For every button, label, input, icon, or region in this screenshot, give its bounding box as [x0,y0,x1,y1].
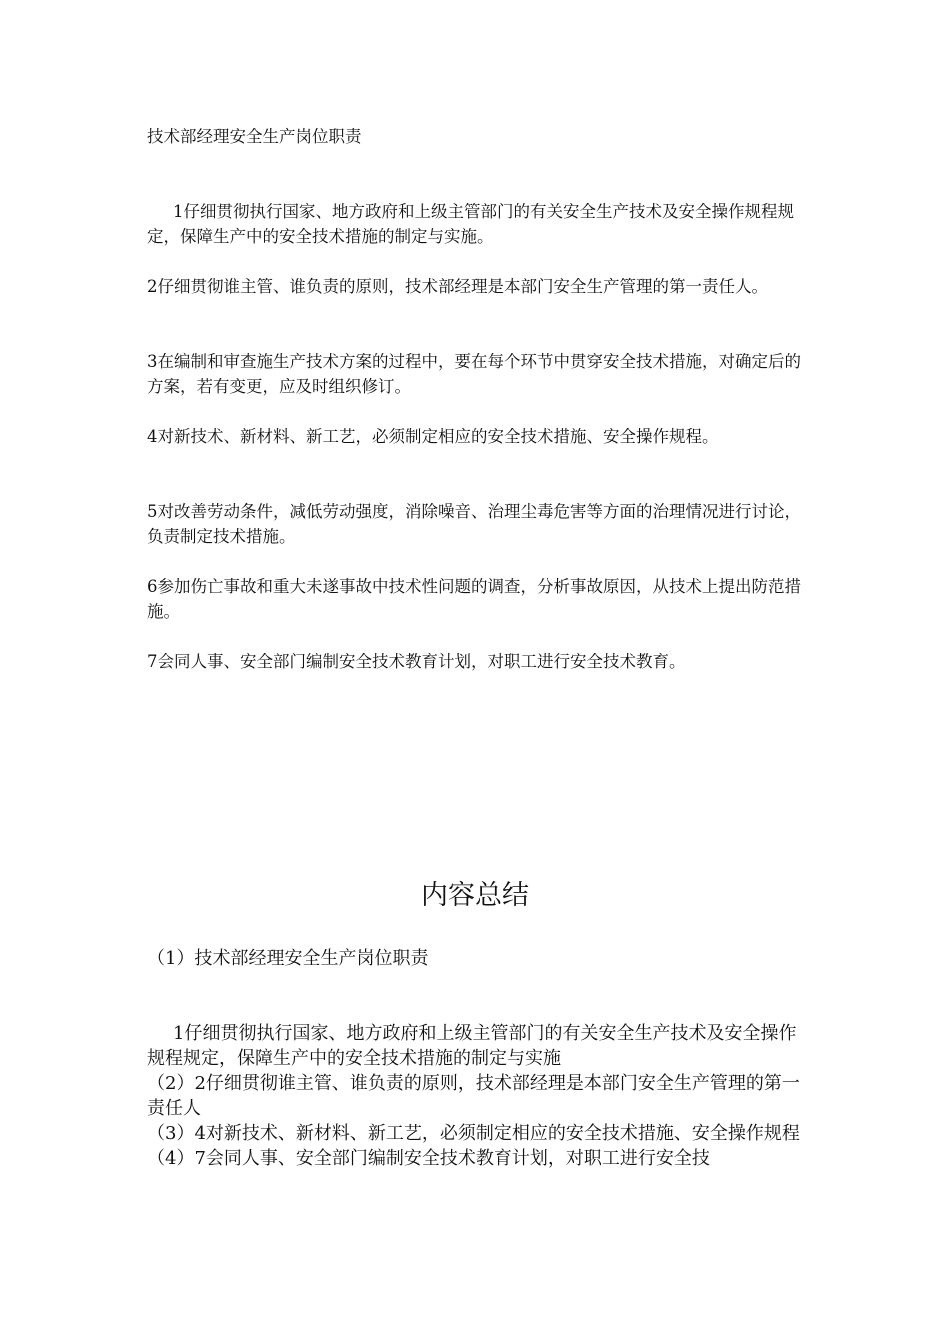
summary-list [147,1021,802,1171]
duty-paragraph-3: 3在编制和审查施生产技术方案的过程中，要在每个环节中贯穿安全技术措施，对确定后的方案，若有变更，应及时组织修订。 [147,352,801,396]
summary-item-5: （4）7会同人事、安全部门编制安全技术教育计划，对职工进行安全技 [147,1148,710,1169]
summary-heading: 内容总结 [421,880,529,911]
summary-item-2: 1仔细贯彻执行国家、地方政府和上级主管部门的有关安全生产技术及安全操作规程规定，保障生产中的安全技术措施的制定与实施 [147,1023,797,1069]
duty-paragraph-7: 7会同人事、安全部门编制安全技术教育计划，对职工进行安全技术教育。 [147,652,686,671]
duty-paragraph-4: 4对新技术、新材料、新工艺，必须制定相应的安全技术措施、安全操作规程。 [147,427,719,446]
document-title: 技术部经理安全生产岗位职责 [147,127,362,146]
summary-item-4: （3）4对新技术、新材料、新工艺，必须制定相应的安全技术措施、安全操作规程 [147,1123,800,1144]
duty-paragraph-2: 2仔细贯彻谁主管、谁负责的原则，技术部经理是本部门安全生产管理的第一责任人。 [147,277,768,296]
summary-item-1: （1）技术部经理安全生产岗位职责 [147,948,429,969]
duty-paragraph-6: 6参加伤亡事故和重大未遂事故中技术性问题的调查，分析事故原因，从技术上提出防范措施。 [147,577,801,621]
duty-paragraph-1: 1仔细贯彻执行国家、地方政府和上级主管部门的有关安全生产技术及安全操作规程规定，保障生产中的安全技术措施的制定与实施。 [147,202,794,246]
summary-item-3: （2）2仔细贯彻谁主管、谁负责的原则，技术部经理是本部门安全生产管理的第一责任人 [147,1073,800,1119]
duty-paragraph-5: 5对改善劳动条件，减低劳动强度，消除噪音、治理尘毒危害等方面的治理情况进行讨论，负责制定技术措施。 [147,502,801,546]
